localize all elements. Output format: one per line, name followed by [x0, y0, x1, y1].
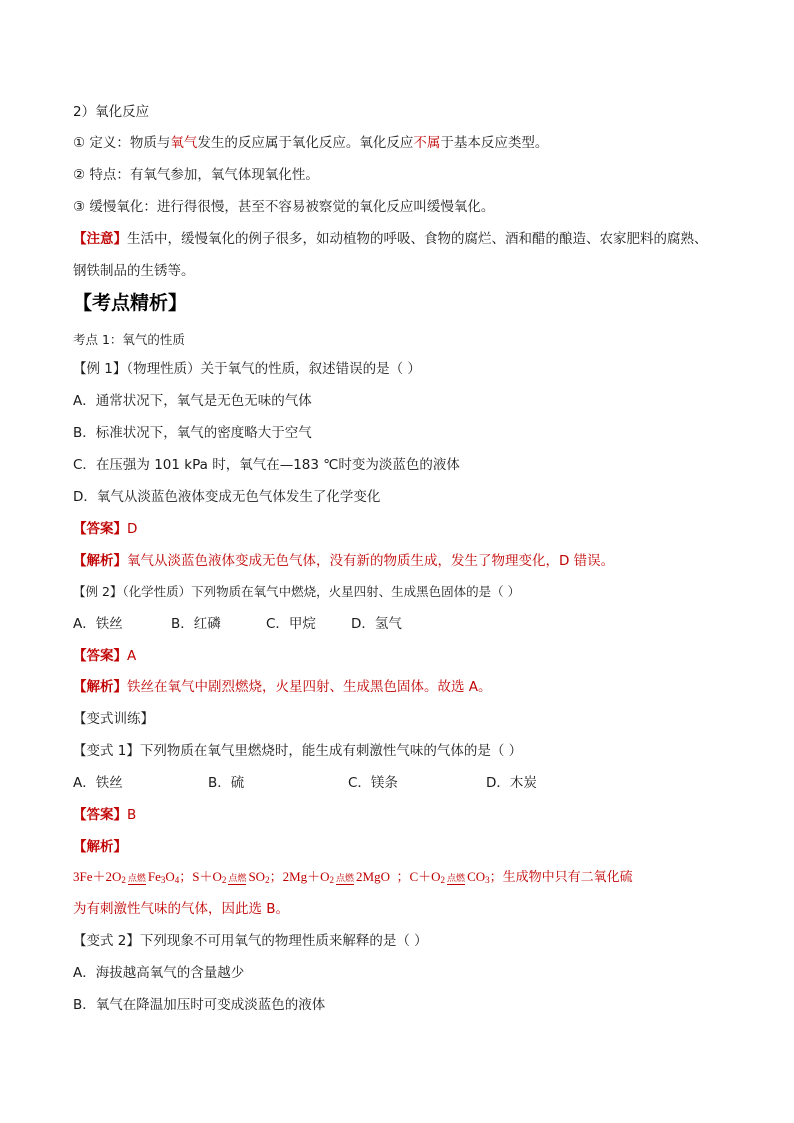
reaction-arrow-bar: [128, 884, 146, 889]
answer-tag: 【答案】: [73, 521, 127, 537]
ignite-condition: [447, 875, 465, 889]
example1-option-c: C．在压强为 101 kPa 时，氧气在—183 ℃时变为淡蓝色的液体: [73, 457, 460, 473]
variant1-answer: [73, 806, 136, 824]
equation-carbon-left: ；C＋O: [396, 869, 441, 884]
example2-options: [73, 615, 402, 633]
section-heading: 【考点精析】: [73, 292, 188, 314]
equation-mg-right: 2MgO: [356, 869, 390, 884]
answer-tag: 【答案】: [73, 648, 127, 664]
example2-analysis: [73, 678, 492, 696]
definition-suffix: 于基本反应类型。: [440, 135, 549, 151]
variant1-option-a: A．铁丝: [73, 775, 123, 791]
subscript: 2: [329, 875, 335, 885]
answer-value: A: [127, 648, 137, 664]
subscript: 3: [485, 875, 490, 885]
variant2-stem: 【变式 2】下列现象不可用氧气的物理性质来解释的是（ ）: [73, 933, 428, 949]
example1-option-a: A．通常状况下，氧气是无色无味的气体: [73, 393, 312, 409]
variant1-stem: 【变式 1】下列物质在氧气里燃烧时，能生成有刺激性气味的气体的是（ ）: [73, 743, 523, 759]
analysis-text: 铁丝在氧气中剧烈燃烧，火星四射、生成黑色固体。故选 A。: [127, 679, 492, 695]
example2-option-a: A．铁丝: [73, 616, 123, 632]
subscript: 2: [121, 875, 126, 885]
example2-stem: 【例 2】（化学性质）下列物质在氧气中燃烧，火星四射、生成黑色固体的是（ ）: [73, 584, 521, 599]
answer-value: B: [127, 807, 137, 823]
example2-option-c: C．甲烷: [266, 616, 316, 632]
reaction-arrow-bar: [228, 884, 246, 889]
definition-highlight-oxygen: 氧气: [170, 135, 198, 151]
definition-line: [73, 134, 548, 152]
answer-tag: 【答案】: [73, 807, 127, 823]
equation-iron-left: 3Fe＋2O: [73, 869, 122, 884]
analysis-text: 氧气从淡蓝色液体变成无色气体，没有新的物质生成，发生了物理变化，D 错误。: [127, 553, 615, 569]
analysis-tag: 【解析】: [73, 553, 127, 569]
definition-prefix: ① 定义：物质与: [73, 135, 171, 151]
reaction-arrow-bar: [447, 884, 465, 889]
example1-option-b: B．标准状况下，氧气的密度略大于空气: [73, 425, 312, 441]
equation-carbon-right: CO: [467, 869, 486, 884]
note-line-1: [73, 230, 708, 248]
subscript: 4: [174, 875, 180, 885]
reaction-arrow-bar: [336, 884, 354, 889]
condition-text: 点燃: [336, 874, 355, 884]
equation-mg-left: ；2Mg＋O: [269, 869, 330, 884]
answer-value: D: [127, 521, 138, 537]
variant2-option-b: B．氧气在降温加压时可变成淡蓝色的液体: [73, 997, 326, 1013]
example2-option-b: B．红磷: [171, 616, 221, 632]
variant1-options: [73, 774, 537, 792]
equation-iron-right: Fe: [147, 869, 161, 884]
ignite-condition: [336, 875, 354, 889]
condition-text: 点燃: [447, 874, 466, 884]
variant2-option-a: A．海拔越高氧气的含量越少: [73, 965, 245, 981]
subscript: 3: [160, 875, 166, 885]
note-text-1: 生活中，缓慢氧化的例子很多，如动植物的呼吸、食物的腐烂、酒和醋的酿造、农家肥料的腐熟、: [127, 231, 708, 247]
variant1-option-c: C．镁条: [348, 775, 398, 791]
example2-option-d: D．氢气: [351, 616, 402, 632]
note-line-2: 钢铁制品的生锈等。: [73, 263, 195, 279]
example1-answer: [73, 520, 137, 538]
equation-iron-right-b: O: [165, 869, 175, 884]
ignite-condition: [128, 875, 146, 889]
condition-text: 点燃: [127, 874, 146, 884]
note-tag: 【注意】: [73, 231, 127, 247]
analysis-tag: 【解析】: [73, 839, 127, 855]
topic-title: 考点 1：氧气的性质: [73, 332, 185, 347]
definition-highlight-not: 不属: [413, 135, 441, 151]
equation-sulfur-right: SO: [248, 869, 266, 884]
example1-stem: 【例 1】（物理性质）关于氧气的性质，叙述错误的是（ ）: [73, 361, 421, 377]
feature-line: ② 特点：有氧气参加，氧气体现氧化性。: [73, 167, 319, 183]
example2-answer: [73, 647, 136, 665]
variant1-option-d: D．木炭: [486, 775, 537, 791]
ignite-condition: [228, 875, 246, 889]
reaction-equations: [73, 868, 633, 889]
subscript: 2: [265, 875, 270, 885]
equation-sulfur-left: ；S＋O: [179, 869, 222, 884]
example1-analysis: [73, 552, 614, 570]
subscript: 2: [440, 875, 446, 885]
subscript: 2: [221, 875, 227, 885]
variant1-analysis-tag: [73, 838, 127, 856]
slow-oxidation-line: ③ 缓慢氧化：进行得很慢，甚至不容易被察觉的氧化反应叫缓慢氧化。: [73, 199, 495, 215]
variant1-analysis-line2: 为有刺激性气味的气体，因此选 B。: [73, 901, 290, 917]
condition-text: 点燃: [228, 874, 247, 884]
training-title: 【变式训练】: [73, 711, 154, 727]
analysis-tag: 【解析】: [73, 679, 127, 695]
section-title: 2）氧化反应: [73, 104, 150, 120]
variant1-option-b: B．硫: [208, 775, 245, 791]
equation-tail: ；生成物中只有二氧化硫: [489, 870, 633, 885]
definition-middle: 发生的反应属于氧化反应。氧化反应: [197, 135, 414, 151]
example1-option-d: D．氧气从淡蓝色液体变成无色气体发生了化学变化: [73, 489, 381, 505]
